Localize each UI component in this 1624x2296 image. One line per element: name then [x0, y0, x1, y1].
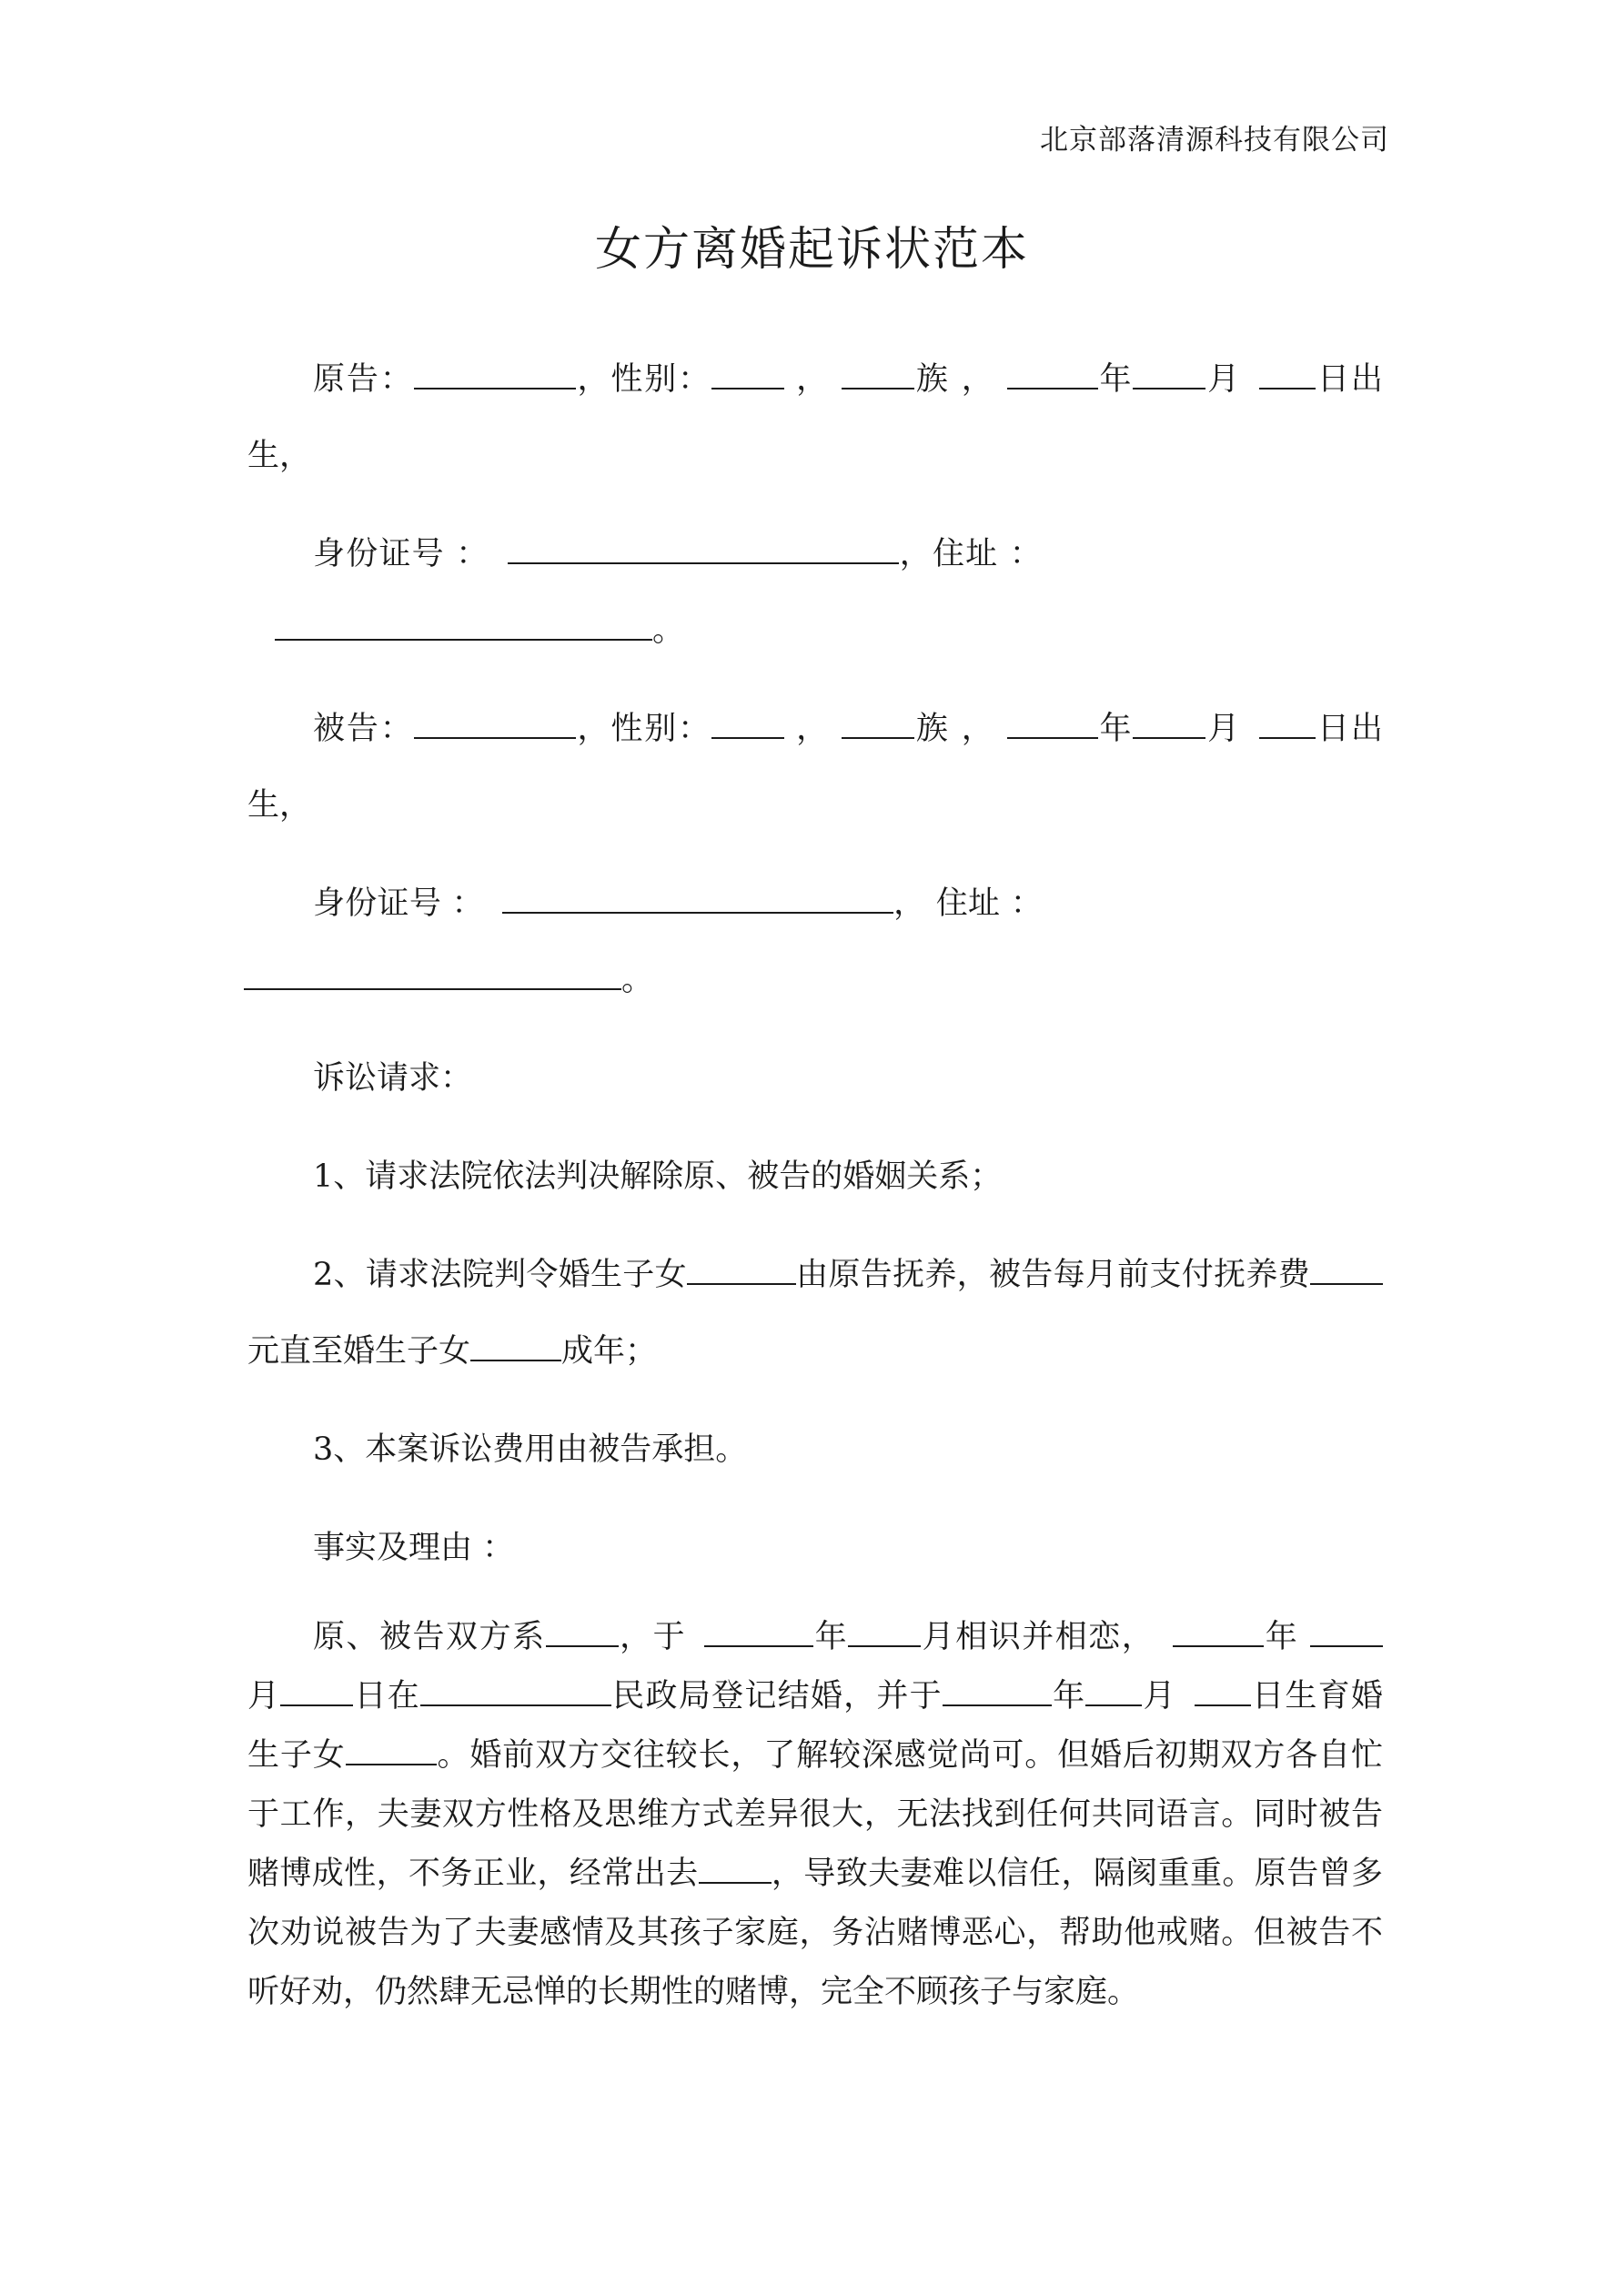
- defendant-month-blank[interactable]: [1133, 708, 1205, 739]
- support-amount-blank[interactable]: [1310, 1254, 1383, 1285]
- marriage-month-blank[interactable]: [1310, 1616, 1383, 1647]
- birth-year-blank[interactable]: [943, 1675, 1052, 1706]
- defendant-info: 被告： ，性别： ， 族 ， 年 月 日出生，: [247, 691, 1383, 844]
- defendant-day-blank[interactable]: [1259, 708, 1316, 739]
- plaintiff-ethnic-blank[interactable]: [842, 359, 914, 389]
- birth-month-blank[interactable]: [1085, 1675, 1142, 1706]
- relation-blank[interactable]: [546, 1616, 619, 1647]
- meet-month-blank[interactable]: [848, 1616, 921, 1647]
- birth-day-blank[interactable]: [1195, 1675, 1251, 1706]
- plaintiff-gender-blank[interactable]: [711, 359, 784, 389]
- plaintiff-info: 原告： ，性别： ， 族 ， 年 月 日出生，: [247, 341, 1383, 494]
- claim-item-2: 2、请求法院判令婚生子女 由原告抚养，被告每月前支付抚养费元直至婚生子女 成年；: [247, 1237, 1383, 1390]
- defendant-ethnic-blank[interactable]: [842, 708, 914, 739]
- company-header: 北京部落清源科技有限公司: [1040, 124, 1389, 157]
- defendant-gender-blank[interactable]: [711, 708, 784, 739]
- claim-item-3: 3、本案诉讼费用由被告承担。: [313, 1431, 748, 1468]
- defendant-year-blank[interactable]: [1007, 708, 1098, 739]
- plaintiff-month-blank[interactable]: [1133, 359, 1205, 389]
- defendant-address-blank[interactable]: [244, 959, 621, 990]
- document-body: [247, 341, 1383, 2022]
- plaintiff-name-blank[interactable]: [414, 359, 576, 389]
- child-name-blank-3[interactable]: [346, 1735, 437, 1765]
- child-name-blank-2[interactable]: [470, 1330, 561, 1361]
- civil-affairs-bureau-blank[interactable]: [420, 1675, 611, 1706]
- document-title: 女方离婚起诉状范本: [594, 223, 1029, 277]
- marriage-day-blank[interactable]: [280, 1675, 353, 1706]
- defendant-id-address: 身份证号 ： ， 住址 ：。: [247, 865, 1383, 1018]
- claims-heading: 诉讼请求：: [313, 1060, 473, 1097]
- plaintiff-year-blank[interactable]: [1007, 359, 1098, 389]
- facts-heading: 事实及理由 ：: [313, 1530, 515, 1566]
- defendant-id-blank[interactable]: [502, 883, 893, 914]
- plaintiff-id-blank[interactable]: [508, 533, 899, 564]
- plaintiff-id-address: 身份证号 ： ，住址 ：。: [247, 516, 1383, 669]
- plaintiff-day-blank[interactable]: [1259, 359, 1316, 389]
- facts-paragraph: 原、被告双方系 ，于 年 月相识并相恋， 年 月 日在 民政局登记结婚，并于 年 月 日生育婚生子女 。婚前双方交往较长，了解较深感觉尚可。但婚后初期双方各自忙于工作，夫妻双方性格及思维方式差异很大，无法找到任何共同语言。同时被告赌博成性，不务正业，经常出去 ，导致夫妻难以信任，隔阂重重。原告曾多次劝说被告为了夫妻感情及其孩子家庭，务沾赌博恶心，帮助他戒赌。但被告不听好劝，仍然肆无忌惮的长期性的赌博，完全不顾孩子与家庭。: [247, 1608, 1383, 2022]
- activity-blank[interactable]: [699, 1853, 772, 1884]
- meet-year-blank[interactable]: [704, 1616, 813, 1647]
- plaintiff-address-blank[interactable]: [275, 610, 652, 641]
- child-name-blank[interactable]: [687, 1254, 796, 1285]
- claim-item-1: 1、请求法院依法判决解除原、被告的婚姻关系；: [313, 1158, 1003, 1195]
- marriage-year-blank[interactable]: [1173, 1616, 1264, 1647]
- defendant-name-blank[interactable]: [414, 708, 576, 739]
